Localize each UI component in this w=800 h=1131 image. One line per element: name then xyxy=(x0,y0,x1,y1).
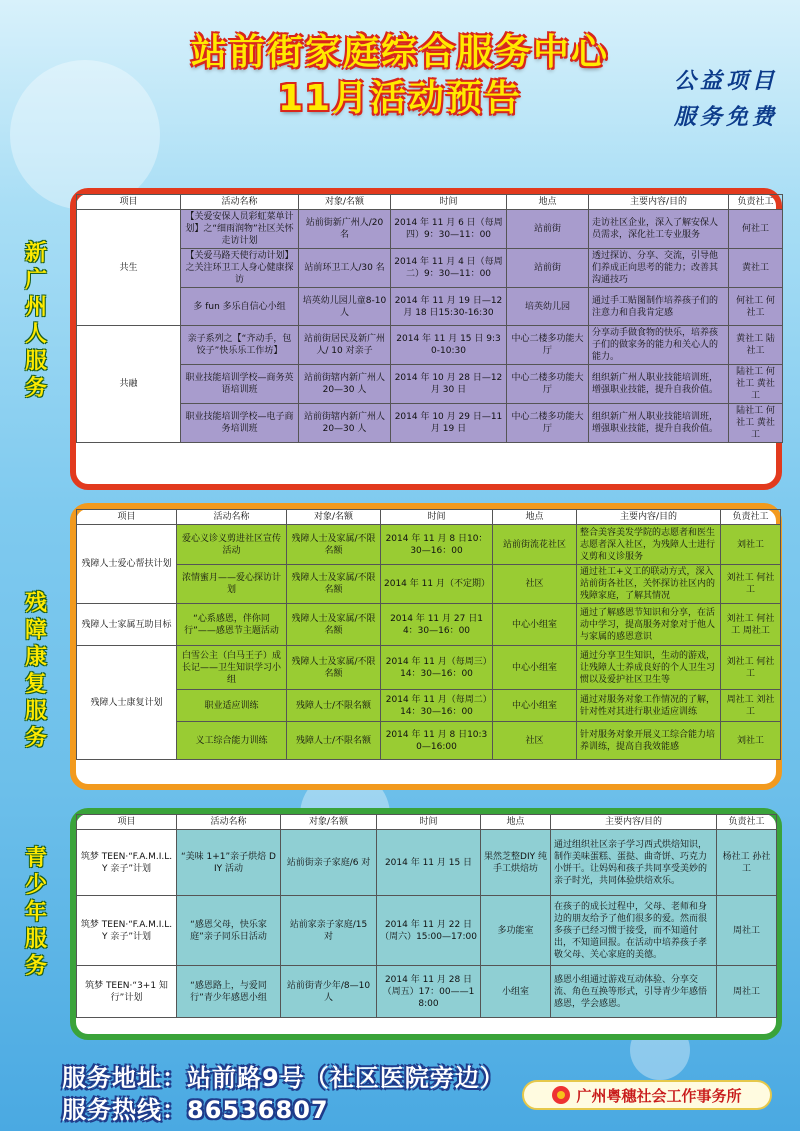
panel-disability xyxy=(70,503,782,790)
cell-activity-name: 义工综合能力训练 xyxy=(177,722,287,760)
cell-item: 残障人士康复计划 xyxy=(77,646,177,760)
organization-badge xyxy=(522,1080,772,1110)
side-label-disability: 残 障 康 复 服 务 xyxy=(24,591,47,751)
cell-place: 社区 xyxy=(493,565,577,604)
cell-time: 2014 年 11 月 19 日—12 月 18 日15:30-16:30 xyxy=(391,288,507,326)
cell-target: 残障人士/不限名额 xyxy=(287,722,381,760)
cell-target: 残障人士及家属/不限名额 xyxy=(287,565,381,604)
cell-target: 残障人士及家属/不限名额 xyxy=(287,604,381,646)
cell-place: 站前街流花社区 xyxy=(493,525,577,565)
cell-content: 通过了解感恩节知识和分享，在活动中学习，提高服务对象对于他人与家属的感恩意识 xyxy=(577,604,721,646)
cell-place: 社区 xyxy=(493,722,577,760)
cell-place: 小组室 xyxy=(481,966,551,1018)
cell-activity-name: “感恩父母，快乐家庭”亲子同乐日活动 xyxy=(177,896,281,966)
cell-worker: 周社工 xyxy=(717,896,777,966)
page-title: 站前街家庭综合服务中心 xyxy=(190,32,609,73)
cell-target: 站前环卫工人/30 名 xyxy=(299,249,391,288)
cell-activity-name: 浓情蜜月——爱心探访计划 xyxy=(177,565,287,604)
cell-target: 站前街新广州人/20 名 xyxy=(299,210,391,249)
cell-content: 在孩子的成长过程中，父母、老师和身边的朋友给予了他们很多的爱。然而很多孩子已经习惯于接受，而不知道付出，不知道回报。在活动中培养孩子孝敬父母、关心家庭的美德。 xyxy=(551,896,717,966)
cell-activity-name: 【关爱马路天使行动计划】之关注环卫工人身心健康探访 xyxy=(181,249,299,288)
cell-worker: 何社工 xyxy=(729,210,783,249)
table-header-row xyxy=(77,195,783,210)
table-row xyxy=(77,966,777,1018)
cell-time: 2014 年 11 月 15 日 9:30-10:30 xyxy=(391,326,507,365)
service-address: 服务地址：站前路9号（社区医院旁边） xyxy=(62,1064,505,1092)
column-header: 负责社工 xyxy=(721,510,781,525)
cell-time: 2014 年 11 月 4 日（每周二）9：30—11：00 xyxy=(391,249,507,288)
cell-worker: 刘社工 何社工 xyxy=(721,565,781,604)
cell-item: 共生 xyxy=(77,210,181,326)
cell-place: 培英幼儿园 xyxy=(507,288,589,326)
cell-content: 组织新广州人职业技能培训班，增强职业技能，提升自我价值。 xyxy=(589,365,729,404)
cell-target: 站前街亲子家庭/6 对 xyxy=(281,830,377,896)
cell-time: 2014 年 11 月（每周三）14：30—16：00 xyxy=(381,646,493,690)
column-header: 活动名称 xyxy=(177,510,287,525)
cell-content: 透过探访、分享、交流，引导他们养成正向思考的能力；改善其沟通技巧 xyxy=(589,249,729,288)
cell-worker: 何社工 何社工 xyxy=(729,288,783,326)
column-header: 地点 xyxy=(493,510,577,525)
table-row xyxy=(77,404,783,443)
cell-worker: 刘社工 xyxy=(721,722,781,760)
cell-content: 分享动手做食物的快乐，培养孩子们的做家务的能力和关心人的能力。 xyxy=(589,326,729,365)
cell-time: 2014 年 11 月 15 日 xyxy=(377,830,481,896)
cell-place: 中心二楼多功能大厅 xyxy=(507,326,589,365)
table-row xyxy=(77,565,781,604)
cell-activity-name: “感恩路上，与爱同行”青少年感恩小组 xyxy=(177,966,281,1018)
free-line1: 公益项目 xyxy=(673,68,778,94)
service-hotline: 服务热线：86536807 xyxy=(62,1096,329,1124)
cell-activity-name: 职业适应训练 xyxy=(177,690,287,722)
cell-worker: 杨社工 孙社工 xyxy=(717,830,777,896)
table-row xyxy=(77,326,783,365)
column-header: 负责社工 xyxy=(729,195,783,210)
table-row xyxy=(77,646,781,690)
cell-content: 走访社区企业，深入了解安保人员需求，深化社工专业服务 xyxy=(589,210,729,249)
column-header: 地点 xyxy=(507,195,589,210)
cell-target: 残障人士/不限名额 xyxy=(287,690,381,722)
page-subtitle: 11月活动预告 xyxy=(277,78,523,119)
cell-worker: 刘社工 何社工 周社工 xyxy=(721,604,781,646)
cell-target: 站前街居民及新广州人/ 10 对亲子 xyxy=(299,326,391,365)
cell-place: 中心二楼多功能大厅 xyxy=(507,365,589,404)
cell-worker: 刘社工 xyxy=(721,525,781,565)
activity-table xyxy=(76,194,783,443)
column-header: 时间 xyxy=(391,195,507,210)
cell-worker: 黄社工 陆社工 xyxy=(729,326,783,365)
table-row xyxy=(77,722,781,760)
column-header: 主要内容/目的 xyxy=(551,815,717,830)
cell-place: 多功能室 xyxy=(481,896,551,966)
cell-place: 中心小组室 xyxy=(493,646,577,690)
cell-place: 果然芝整DIY 纯手工烘焙坊 xyxy=(481,830,551,896)
cell-content: 通过手工贴图制作培养孩子们的注意力和自我肯定感 xyxy=(589,288,729,326)
cell-content: 组织新广州人职业技能培训班，增强职业技能，提升自我价值。 xyxy=(589,404,729,443)
organization-name: 广州粤穗社会工作事务所 xyxy=(576,1086,742,1105)
cell-activity-name: 职业技能培训学校—电子商务培训班 xyxy=(181,404,299,443)
activity-table xyxy=(76,509,781,760)
cell-target: 站前街辖内新广州人 20—30 人 xyxy=(299,365,391,404)
cell-item: 共融 xyxy=(77,326,181,443)
cell-content: 通过分享卫生知识，生动的游戏，让残障人士养成良好的个人卫生习惯以及爱护社区卫生等 xyxy=(577,646,721,690)
table-row xyxy=(77,690,781,722)
cell-activity-name: 多 fun 多乐自信心小组 xyxy=(181,288,299,326)
column-header: 主要内容/目的 xyxy=(589,195,729,210)
cell-worker: 黄社工 xyxy=(729,249,783,288)
column-header: 项目 xyxy=(77,195,181,210)
side-label-new-guangzhou: 新 广 州 人 服 务 xyxy=(24,241,47,401)
cell-content: 感恩小组通过游戏互动体验、分享交流、角色互换等形式，引导青少年感悟感恩，学会感恩。 xyxy=(551,966,717,1018)
panel-youth xyxy=(70,808,782,1040)
cell-item: 筑梦 TEEN·“F.A.M.I.L.Y 亲子”计划 xyxy=(77,896,177,966)
org-logo-icon xyxy=(552,1086,570,1104)
cell-item: 残障人士爱心帮扶计划 xyxy=(77,525,177,604)
table-row xyxy=(77,830,777,896)
column-header: 对象/名额 xyxy=(299,195,391,210)
cell-content: 通过对服务对象工作情况的了解，针对性对其进行职业适应训练 xyxy=(577,690,721,722)
side-label-youth: 青 少 年 服 务 xyxy=(24,846,47,979)
cell-target: 残障人士及家属/不限名额 xyxy=(287,646,381,690)
cell-activity-name: 爱心义诊义剪进社区宣传活动 xyxy=(177,525,287,565)
cell-worker: 陆社工 何社工 黄社工 xyxy=(729,404,783,443)
column-header: 时间 xyxy=(377,815,481,830)
cell-worker: 刘社工 何社工 xyxy=(721,646,781,690)
column-header: 对象/名额 xyxy=(287,510,381,525)
cell-time: 2014 年 11 月 6 日（每周四）9：30—11：00 xyxy=(391,210,507,249)
cell-worker: 陆社工 何社工 黄社工 xyxy=(729,365,783,404)
cell-activity-name: 亲子系列之【“齐动手，包饺子”快乐乐工作坊】 xyxy=(181,326,299,365)
table-header-row xyxy=(77,510,781,525)
cell-activity-name: “心系感恩，伴你同行”——感恩节主题活动 xyxy=(177,604,287,646)
free-line2: 服务免费 xyxy=(673,104,778,130)
cell-place: 站前街 xyxy=(507,249,589,288)
activity-table xyxy=(76,814,777,1018)
cell-activity-name: “美味 1+1”亲子烘焙 DIY 活动 xyxy=(177,830,281,896)
cell-target: 站前街青少年/8—10 人 xyxy=(281,966,377,1018)
cell-activity-name: 职业技能培训学校—商务英语培训班 xyxy=(181,365,299,404)
column-header: 主要内容/目的 xyxy=(577,510,721,525)
cell-time: 2014 年 11 月 28 日（周五）17：00——18:00 xyxy=(377,966,481,1018)
cell-target: 站前街辖内新广州人 20—30 人 xyxy=(299,404,391,443)
table-row xyxy=(77,525,781,565)
cell-content: 整合美容美发学院的志愿者和医生志愿者深入社区，为残障人士进行义剪和义诊服务 xyxy=(577,525,721,565)
cell-place: 站前街 xyxy=(507,210,589,249)
cell-target: 残障人士及家属/不限名额 xyxy=(287,525,381,565)
cell-item: 残障人士家属互助目标 xyxy=(77,604,177,646)
cell-content: 通过社工+义工的联动方式，深入站前街各社区，关怀探访社区内的残障家庭，了解其情况 xyxy=(577,565,721,604)
column-header: 对象/名额 xyxy=(281,815,377,830)
column-header: 时间 xyxy=(381,510,493,525)
cell-activity-name: 白雪公主（白马王子）成长记——卫生知识学习小组 xyxy=(177,646,287,690)
cell-target: 站前家亲子家庭/15 对 xyxy=(281,896,377,966)
cell-time: 2014 年 11 月（每周二）14：30—16：00 xyxy=(381,690,493,722)
table-row xyxy=(77,604,781,646)
column-header: 活动名称 xyxy=(177,815,281,830)
cell-target: 培英幼儿园儿童8-10 人 xyxy=(299,288,391,326)
cell-time: 2014 年 11 月（不定期） xyxy=(381,565,493,604)
cell-time: 2014 年 11 月 22 日（周六）15:00—17:00 xyxy=(377,896,481,966)
cell-time: 2014 年 11 月 27 日14：30—16：00 xyxy=(381,604,493,646)
cell-place: 中心小组室 xyxy=(493,690,577,722)
cell-time: 2014 年 10 月 28 日—12 月 30 日 xyxy=(391,365,507,404)
cell-time: 2014 年 11 月 8 日10：30—16：00 xyxy=(381,525,493,565)
column-header: 项目 xyxy=(77,510,177,525)
table-row xyxy=(77,896,777,966)
cell-place: 中心小组室 xyxy=(493,604,577,646)
column-header: 活动名称 xyxy=(181,195,299,210)
table-row xyxy=(77,288,783,326)
column-header: 项目 xyxy=(77,815,177,830)
table-header-row xyxy=(77,815,777,830)
cell-content: 通过组织社区亲子学习西式烘焙知识，制作美味蛋糕、蛋挞、曲奇饼、巧克力小饼干。让妈妈和孩子共同享受美妙的亲子时光，共同体验烘焙欢乐。 xyxy=(551,830,717,896)
table-row xyxy=(77,365,783,404)
table-row xyxy=(77,249,783,288)
cell-time: 2014 年 10 月 29 日—11 月 19 日 xyxy=(391,404,507,443)
panel-new-guangzhou xyxy=(70,188,782,490)
column-header: 负责社工 xyxy=(717,815,777,830)
cell-item: 筑梦 TEEN·“F.A.M.I.L.Y 亲子”计划 xyxy=(77,830,177,896)
column-header: 地点 xyxy=(481,815,551,830)
table-row xyxy=(77,210,783,249)
cell-place: 中心二楼多功能大厅 xyxy=(507,404,589,443)
cell-time: 2014 年 11 月 8 日10:30—16:00 xyxy=(381,722,493,760)
cell-content: 针对服务对象开展义工综合能力培养训练，提高自我效能感 xyxy=(577,722,721,760)
cell-item: 筑梦 TEEN·“3+1 知行”计划 xyxy=(77,966,177,1018)
cell-worker: 周社工 xyxy=(717,966,777,1018)
cell-activity-name: 【关爱安保人员彩虹菜单计划】之“细雨润物”社区关怀走访计划 xyxy=(181,210,299,249)
cell-worker: 周社工 刘社工 xyxy=(721,690,781,722)
